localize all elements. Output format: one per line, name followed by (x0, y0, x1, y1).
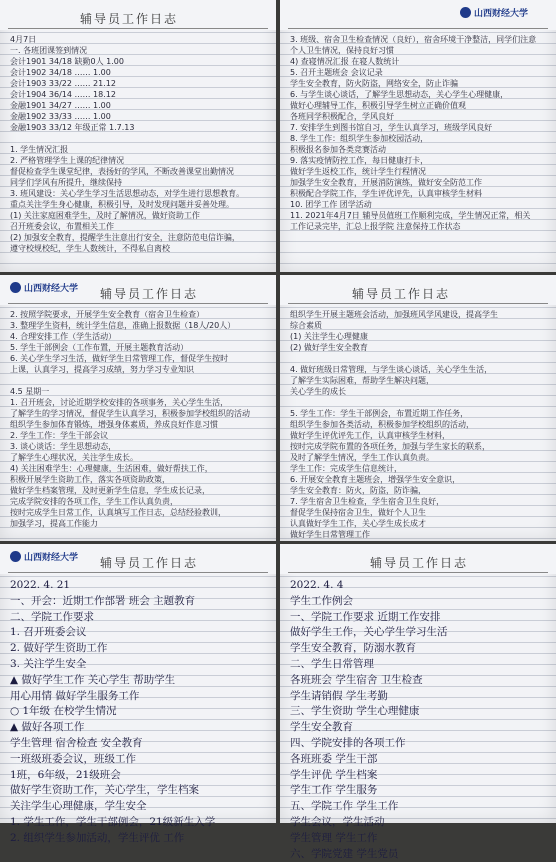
log-line: 按时完成学生日常工作，认真填写工作日志，总结经验教训， (10, 508, 226, 517)
log-line: 学生评优 学生档案 (290, 768, 378, 781)
log-line: ▲ 做好各项工作 (10, 721, 85, 734)
log-line: 10. 团学工作 团学活动 (290, 200, 372, 209)
log-line: 9. 落实疫情防控工作，每日健康打卡， (290, 156, 429, 165)
log-line: 6. 与学生谈心谈话，了解学生思想动态，关心学生心理健康， (290, 90, 509, 99)
log-line: 督促检查学生课堂纪律，表扬好的学风，不断改善课堂出勤情况 (10, 167, 234, 176)
log-line: 五、学院工作 学生工作 (290, 800, 399, 813)
log-line: 4. 合理安排工作（学生活动） (10, 332, 117, 341)
log-line: 学生安全教育 (290, 721, 353, 734)
log-line: 组织学生参加各类活动，积极参加学校组织的活动， (290, 420, 474, 429)
log-line: 督促学生保持宿舍卫生，做好个人卫生 (290, 508, 426, 517)
log-line: 加强学生安全教育，开展消防演练，做好安全防范工作 (290, 178, 482, 187)
log-line: (1) 关注学生心理健康 (290, 332, 368, 341)
photo-row-1 (0, 0, 556, 272)
log-line: 关注学生心理健康，学生安全 (10, 800, 147, 813)
log-line: 积极配合学院工作，学生评优评先，认真审核学生材料 (290, 189, 482, 198)
log-line: 综合素质 (290, 321, 322, 330)
log-line: 金融1903 33/12 年级正常 1.7.13 (10, 123, 135, 132)
log-line: 上课，认真学习，提高学习成绩，努力学习专业知识 (10, 365, 194, 374)
log-line: 各班同学积极配合，学风良好 (290, 112, 394, 121)
log-line: 各班班委 学生干部 (290, 752, 378, 765)
log-line: (1) 关注家庭困难学生，及时了解情况，做好资助工作 (10, 211, 200, 220)
school-logo (10, 281, 78, 294)
log-line: 学生请销假 学生考勤 (290, 689, 388, 702)
header-rule (288, 572, 548, 573)
log-lines (10, 578, 268, 847)
notebook-page-5 (0, 544, 276, 844)
log-line: 积极报名参加各类竞赛活动 (290, 145, 386, 154)
log-line: 积极开展学生资助工作，落实各项资助政策， (10, 475, 170, 484)
log-line: 3. 关注学生安全 (10, 657, 87, 670)
log-line: 2. 组织学生参加活动，学生评优 工作 (10, 831, 185, 844)
log-line (290, 353, 548, 364)
logo-seal-icon (10, 551, 21, 562)
log-line: 完成学院安排的各项工作，学生工作认真负责， (10, 497, 178, 506)
header-rule (8, 572, 268, 573)
log-line: 六、学院党建 学生党员 (290, 847, 399, 860)
log-line (10, 133, 268, 144)
log-date: 4月7日 (10, 35, 37, 44)
page-header (280, 544, 556, 574)
log-line: ○ 1年级 在校学生情况 (10, 705, 117, 718)
notebook-page-4 (280, 275, 556, 541)
notebook-page-6 (280, 544, 556, 860)
logo-text: 山西财经大学 (24, 553, 79, 563)
log-line: 召开班委会议，布置相关工作 (10, 222, 114, 231)
log-line: 2022. 4. 4 (290, 579, 344, 591)
log-line: 了解学生的学习情况，督促学生认真学习，积极参加学校组织的活动 (10, 409, 250, 418)
log-line: 关心学生的成长 (290, 387, 346, 396)
log-line: 1. 召开班会，讨论近期学校安排的各项事务，关心学生生活， (10, 398, 229, 407)
log-line: 学生工作 学生服务 (290, 784, 378, 797)
log-line: 会计1901 34/18 缺勤0人 1.00 (10, 57, 124, 66)
page-header (280, 0, 556, 30)
header-rule (288, 303, 548, 304)
log-line: (2) 做好学生安全教育 (290, 343, 368, 352)
log-line: 加强学习，提高工作能力 (10, 519, 98, 528)
log-line: 学生安全教育，防溺水教育 (290, 642, 416, 655)
log-line: 组织学生参加体育锻炼，增强身体素质，养成良好作息习惯 (10, 420, 218, 429)
log-line: 会计1902 34/18 …… 1.00 (10, 68, 111, 77)
log-line: 及时了解学生情况，学生工作认真负责。 (290, 453, 434, 462)
log-line: 按时完成学院布置的各项任务，加强与学生家长的联系， (290, 442, 490, 451)
page-title: 辅导员工作日志 (80, 12, 179, 26)
notebook-page-2 (280, 0, 556, 272)
log-line: 3. 班级、宿舍卫生检查情况（良好），宿舍环境干净整洁，同学们注意 (290, 35, 537, 44)
log-line: 做好学生返校工作，统计学生行程情况 (290, 167, 426, 176)
log-line: ▲ 做好学生工作 关心学生 帮助学生 (10, 673, 176, 686)
log-line: 6. 开展安全教育主题班会，增强学生安全意识， (290, 475, 461, 484)
log-line (290, 397, 548, 408)
log-line: 3. 谈心谈话：学生思想动态， (10, 442, 117, 451)
notebook-page-1 (0, 0, 276, 272)
log-line: 做好心理辅导工作，积极引导学生树立正确价值观 (290, 101, 466, 110)
log-line: 一. 各班团课签到情况 (10, 46, 88, 55)
log-line: 2. 按照学院要求，开展学生安全教育（宿舍卫生检查） (10, 310, 205, 319)
log-lines (10, 34, 268, 254)
log-line: 会计1903 33/22 …… 21.12 (10, 79, 116, 88)
log-line: 学生工作例会 (290, 594, 353, 607)
log-line: 了解学生实际困难，帮助学生解决问题， (290, 376, 434, 385)
log-line: 2. 严格管理学生上课的纪律情况 (10, 156, 125, 165)
logo-seal-icon (10, 282, 21, 293)
log-lines (290, 309, 548, 540)
page-title: 辅导员工作日志 (370, 556, 469, 570)
log-line: 三、学生资助 学生心理健康 (290, 705, 420, 718)
log-line: 学生安全教育：防火，防盗，防诈骗， (290, 486, 426, 495)
log-line: 会计1904 36/14 …… 18.12 (10, 90, 116, 99)
log-line: 组织学生开展主题班会活动，加强班风学风建设，提高学生 (290, 310, 498, 319)
log-line: 1. 召开班委会议 (10, 626, 87, 639)
log-line: 8. 学生工作：组织学生参加校园活动， (290, 134, 429, 143)
logo-text: 山西财经大学 (24, 284, 79, 294)
log-line: 做好学生档案管理，及时更新学生信息，学生成长记录， (10, 486, 210, 495)
log-line: 做好学生评优评先工作，认真审核学生材料， (290, 431, 450, 440)
log-line: 一班级班委会议，班级工作 (10, 752, 136, 765)
page-header (0, 544, 276, 574)
log-line: 做好学生日常管理工作 (290, 530, 370, 539)
log-line: 金融1901 34/27 …… 1.00 (10, 101, 111, 110)
log-line: 5. 学生工作：学生干部例会，布置近期工作任务， (290, 409, 469, 418)
page-title: 辅导员工作日志 (100, 287, 199, 301)
log-line: 一、学院工作要求 近期工作安排 (290, 610, 441, 623)
log-line: 遵守校规校纪，学生人数统计，不得私自离校 (10, 244, 170, 253)
log-line: 11. 2021年4月7日 辅导员值班工作顺利完成，学生情况正常，相关 (290, 211, 531, 220)
log-line: 3. 整理学生资料，统计学生信息，准确上报数据（18人/20人） (10, 321, 236, 330)
log-line: 3. 班风建设：关心学生学习生活思想动态，对学生进行思想教育。 (10, 189, 245, 198)
log-line: 金融1902 33/33 …… 1.00 (10, 112, 111, 121)
header-rule (8, 28, 268, 29)
log-line: 4.5 星期一 (10, 387, 50, 396)
log-line: 了解学生心理状况，关注学生成长。 (10, 453, 138, 462)
log-line: 一、开会：近期工作部署 班会 主题教育 (10, 594, 196, 607)
school-logo (10, 550, 78, 563)
page-title: 辅导员工作日志 (100, 556, 199, 570)
log-lines (290, 578, 548, 862)
school-logo (460, 6, 528, 19)
log-line: 5. 召开主题班会 会议记录 (290, 68, 383, 77)
logo-text: 山西财经大学 (474, 9, 529, 19)
log-line: 1. 学生情况汇报 (10, 145, 69, 154)
log-line: 6. 关心学生学习生活，做好学生日常管理工作，督促学生按时 (10, 354, 229, 363)
log-line: 2022. 4. 21 (10, 579, 71, 591)
page-header (280, 275, 556, 305)
log-line: 学生会议，学生活动 (290, 815, 385, 828)
log-line: 学生管理 宿舍检查 安全教育 (10, 736, 143, 749)
log-line: 二、学生日常管理 (290, 657, 374, 670)
log-lines (10, 309, 268, 529)
log-line: 工作记录完毕，汇总上报学院 注意保持工作状态 (290, 222, 461, 231)
log-line: 4) 关注困难学生：心理健康，生活困难，做好帮扶工作， (10, 464, 213, 473)
page-header (0, 0, 276, 30)
notebook-page-3 (0, 275, 276, 541)
log-line: 7. 安排学生到图书馆自习，学生认真学习，班级学风良好 (290, 123, 493, 132)
log-line: 4. 做好班级日常管理，与学生谈心谈话，关心学生生活， (290, 365, 493, 374)
log-line (10, 375, 268, 386)
log-line: 重点关注学生身心健康，积极引导，及时发现问题并妥善处理。 (10, 200, 234, 209)
page-title: 辅导员工作日志 (352, 287, 451, 301)
log-line: 1. 学生工作，学生干部例会，21级新生入学 (10, 815, 216, 828)
log-line: 4) 查寝情况汇报 在寝人数统计 (290, 57, 400, 66)
log-line: 二、学院工作要求 (10, 610, 94, 623)
page-header (0, 275, 276, 305)
photo-row-2 (0, 275, 556, 541)
log-lines (290, 34, 548, 232)
logo-seal-icon (460, 7, 471, 18)
log-line: 学生工作：完成学生信息统计， (290, 464, 402, 473)
header-rule (288, 28, 548, 29)
log-line: 2. 做好学生资助工作 (10, 642, 108, 655)
log-line: 个人卫生情况，保持良好习惯 (290, 46, 394, 55)
log-line: 用心用情 做好学生服务工作 (10, 689, 140, 702)
log-line: 四、学院安排的各项工作 (290, 736, 406, 749)
header-rule (8, 303, 268, 304)
log-line: 5. 学生干部例会（工作布置，开展主题教育活动） (10, 343, 189, 352)
log-line: 学生管理 学生工作 (290, 831, 378, 844)
log-line: 学生安全教育，防火防盗，网络安全，防止诈骗 (290, 79, 458, 88)
photo-row-3 (0, 544, 556, 860)
log-line: (2) 加强安全教育，提醒学生注意出行安全，注意防范电信诈骗， (10, 233, 240, 242)
log-line: 1班，6年级，21级班会 (10, 768, 121, 781)
log-line: 做好学生资助工作，关心学生，学生档案 (10, 784, 199, 797)
log-line: 各班班会 学生宿舍 卫生检查 (290, 673, 423, 686)
log-line: 7. 学生宿舍卫生检查，学生宿舍卫生良好， (290, 497, 445, 506)
log-line: 认真做好学生工作，关心学生成长成才 (290, 519, 426, 528)
log-line: 做好学生工作，关心学生学习生活 (290, 626, 448, 639)
log-line: 2. 学生工作：学生干部会议 (10, 431, 109, 440)
log-line: 同学们学风有所提升，继续保持 (10, 178, 122, 187)
